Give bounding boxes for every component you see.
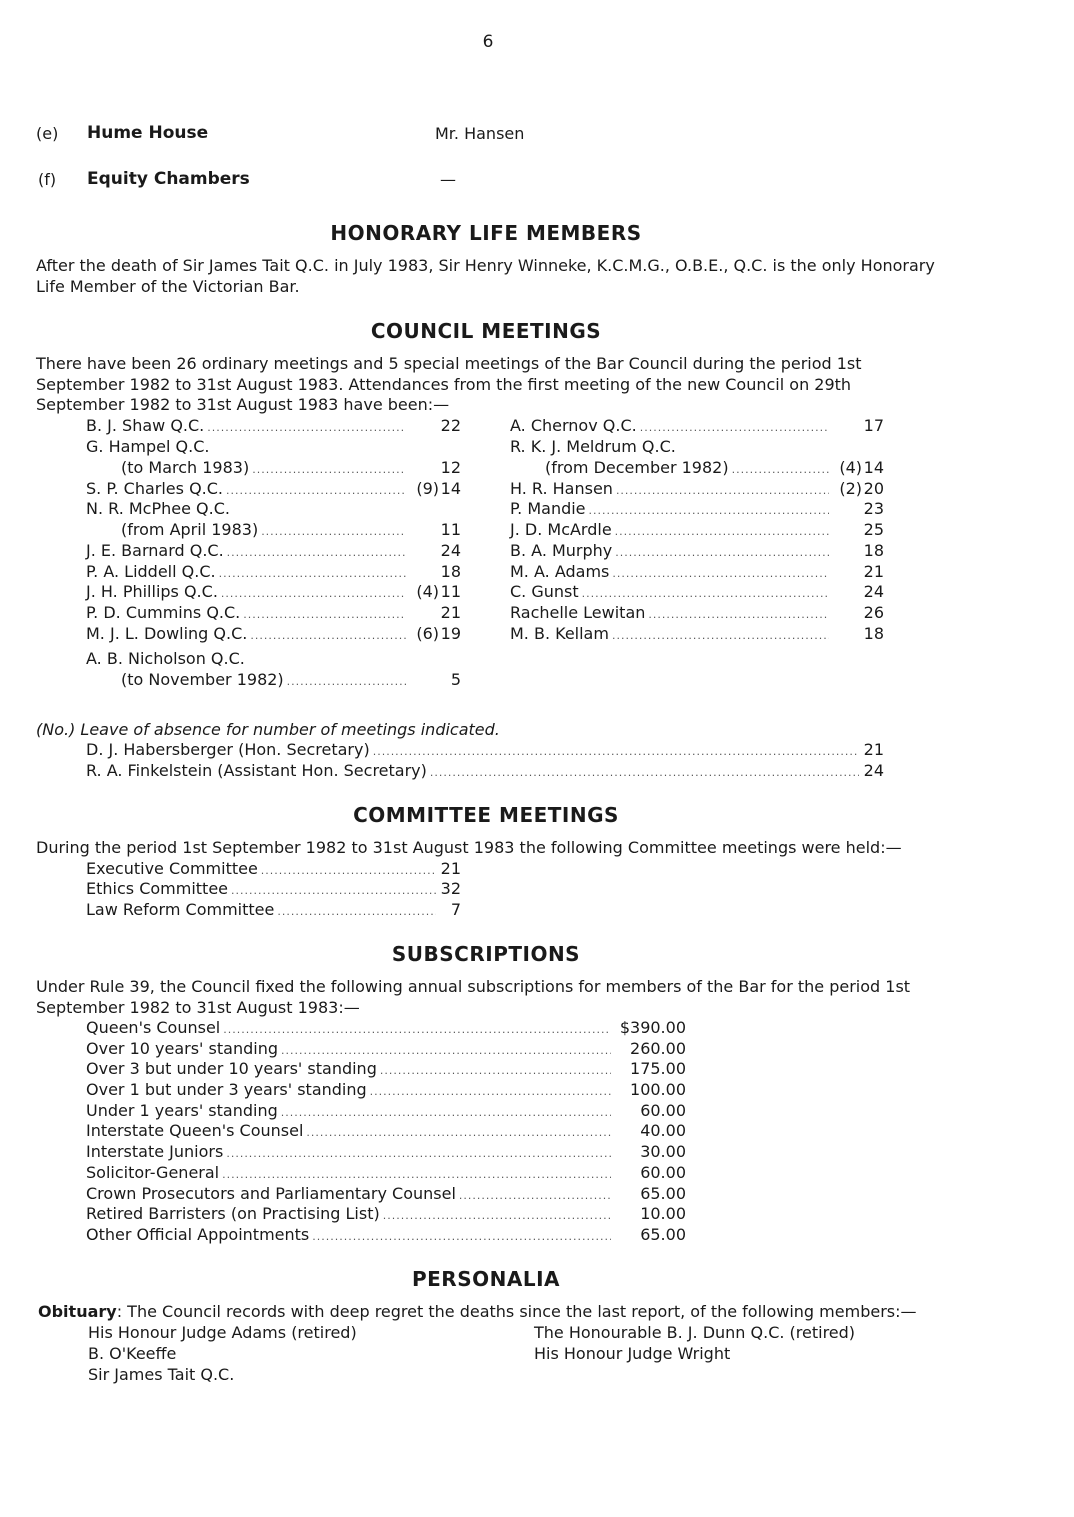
attendance-row: (from April 1983) ..... 11 xyxy=(121,519,461,540)
attendance-row: P. A. Liddell Q.C. ..... 18 xyxy=(86,561,461,582)
attendance-name: R. K. J. Meldrum Q.C. xyxy=(510,437,676,456)
deceased-member: His Honour Judge Wright xyxy=(534,1344,731,1363)
leave-note: (No.) Leave of absence for number of meetings indicated. xyxy=(36,720,500,739)
subscriptions-paragraph: Under Rule 39, the Council fixed the following annual subscriptions for members of the Bar for the period 1st September 1982 to 31st August 1983:— xyxy=(36,977,911,1017)
attendance-name: N. R. McPhee Q.C. xyxy=(86,499,230,518)
chamber-member: — xyxy=(440,170,456,189)
attendance-name: A. B. Nicholson Q.C. xyxy=(86,649,245,668)
attendance-row: H. R. Hansen ..... (2) 20 xyxy=(510,478,884,499)
subscription-row: Queen's Counsel ..... $390.00 xyxy=(86,1017,686,1038)
attendance-row: (from December 1982) ..... (4) 14 xyxy=(545,457,884,478)
subscription-row: Other Official Appointments ..... 65.00 xyxy=(86,1224,686,1245)
attendance-row: P. Mandie ..... 23 xyxy=(510,498,884,519)
council-paragraph: There have been 26 ordinary meetings and 5 special meetings of the Bar Council during the period 1st September 1982 to 31st August 1983. Attendances from the first meeting of the new Council on 29th September 1982 to 31st August 1983 have been:— xyxy=(36,354,862,414)
attendance-name: G. Hampel Q.C. xyxy=(86,437,210,456)
section-heading-personalia: PERSONALIA xyxy=(411,1267,560,1291)
attendance-row: M. J. L. Dowling Q.C. ..... (6) 19 xyxy=(86,623,461,644)
subscription-row: Over 3 but under 10 years' standing ..... 175.00 xyxy=(86,1058,686,1079)
attendance-row: (to November 1982) ..... 5 xyxy=(121,669,461,690)
attendance-row: J. D. McArdle ..... 25 xyxy=(510,519,884,540)
subscription-row: Retired Barristers (on Practising List) ..... 10.00 xyxy=(86,1203,686,1224)
attendance-row: M. B. Kellam ..... 18 xyxy=(510,623,884,644)
attendance-row: S. P. Charles Q.C. ..... (9) 14 xyxy=(86,478,461,499)
section-heading-council: COUNCIL MEETINGS xyxy=(370,319,602,343)
chamber-name: Equity Chambers xyxy=(87,169,250,189)
committee-row: Ethics Committee ..... 32 xyxy=(86,878,461,899)
attendance-row: M. A. Adams ..... 21 xyxy=(510,561,884,582)
page-number: 6 xyxy=(482,32,494,52)
deceased-member: Sir James Tait Q.C. xyxy=(88,1365,235,1384)
committee-paragraph: During the period 1st September 1982 to 31st August 1983 the following Committee meetings were held:— xyxy=(36,838,902,857)
subscription-row: Under 1 years' standing ..... 60.00 xyxy=(86,1100,686,1121)
section-heading-subscriptions: SUBSCRIPTIONS xyxy=(391,942,581,966)
subscription-row: Interstate Queen's Counsel ..... 40.00 xyxy=(86,1120,686,1141)
section-heading-committee: COMMITTEE MEETINGS xyxy=(353,803,619,827)
attendance-row: B. J. Shaw Q.C. ..... 22 xyxy=(86,415,461,436)
section-heading-honorary: HONORARY LIFE MEMBERS xyxy=(330,221,642,245)
deceased-member: B. O'Keeffe xyxy=(88,1344,177,1363)
honorary-paragraph: After the death of Sir James Tait Q.C. in July 1983, Sir Henry Winneke, K.C.M.G., O.B.E., Q.C. is the only Honorary Life Member of the Victorian Bar. xyxy=(36,256,935,296)
subscription-row: Crown Prosecutors and Parliamentary Counsel ..... 65.00 xyxy=(86,1183,686,1204)
obituary-text: : The Council records with deep regret the deaths since the last report, of the following members:— xyxy=(116,1302,917,1321)
subscription-row: Solicitor-General ..... 60.00 xyxy=(86,1162,686,1183)
obituary-label: Obituary xyxy=(38,1302,117,1321)
officer-row: D. J. Habersberger (Hon. Secretary) ..... 21 xyxy=(86,739,884,760)
chamber-name: Hume House xyxy=(87,123,209,143)
chamber-letter: (e) xyxy=(36,124,59,143)
subscription-row: Interstate Juniors ..... 30.00 xyxy=(86,1141,686,1162)
subscription-row: Over 1 but under 3 years' standing ..... 100.00 xyxy=(86,1079,686,1100)
attendance-row: J. E. Barnard Q.C. ..... 24 xyxy=(86,540,461,561)
chamber-member: Mr. Hansen xyxy=(435,124,525,143)
attendance-row: A. Chernov Q.C. ..... 17 xyxy=(510,415,884,436)
attendance-row: C. Gunst ..... 24 xyxy=(510,581,884,602)
attendance-row: B. A. Murphy ..... 18 xyxy=(510,540,884,561)
obituary-line xyxy=(38,1301,917,1322)
attendance-row: J. H. Phillips Q.C. ..... (4) 11 xyxy=(86,581,461,602)
chamber-letter: (f) xyxy=(38,170,57,189)
attendance-row: (to March 1983) ..... 12 xyxy=(121,457,461,478)
deceased-member: The Honourable B. J. Dunn Q.C. (retired) xyxy=(534,1323,856,1342)
committee-row: Law Reform Committee ..... 7 xyxy=(86,899,461,920)
subscription-row: Over 10 years' standing ..... 260.00 xyxy=(86,1038,686,1059)
officer-row: R. A. Finkelstein (Assistant Hon. Secretary) ..... 24 xyxy=(86,760,884,781)
attendance-row: P. D. Cummins Q.C. ..... 21 xyxy=(86,602,461,623)
deceased-member: His Honour Judge Adams (retired) xyxy=(88,1323,357,1342)
attendance-row: Rachelle Lewitan ..... 26 xyxy=(510,602,884,623)
committee-row: Executive Committee ..... 21 xyxy=(86,858,461,879)
